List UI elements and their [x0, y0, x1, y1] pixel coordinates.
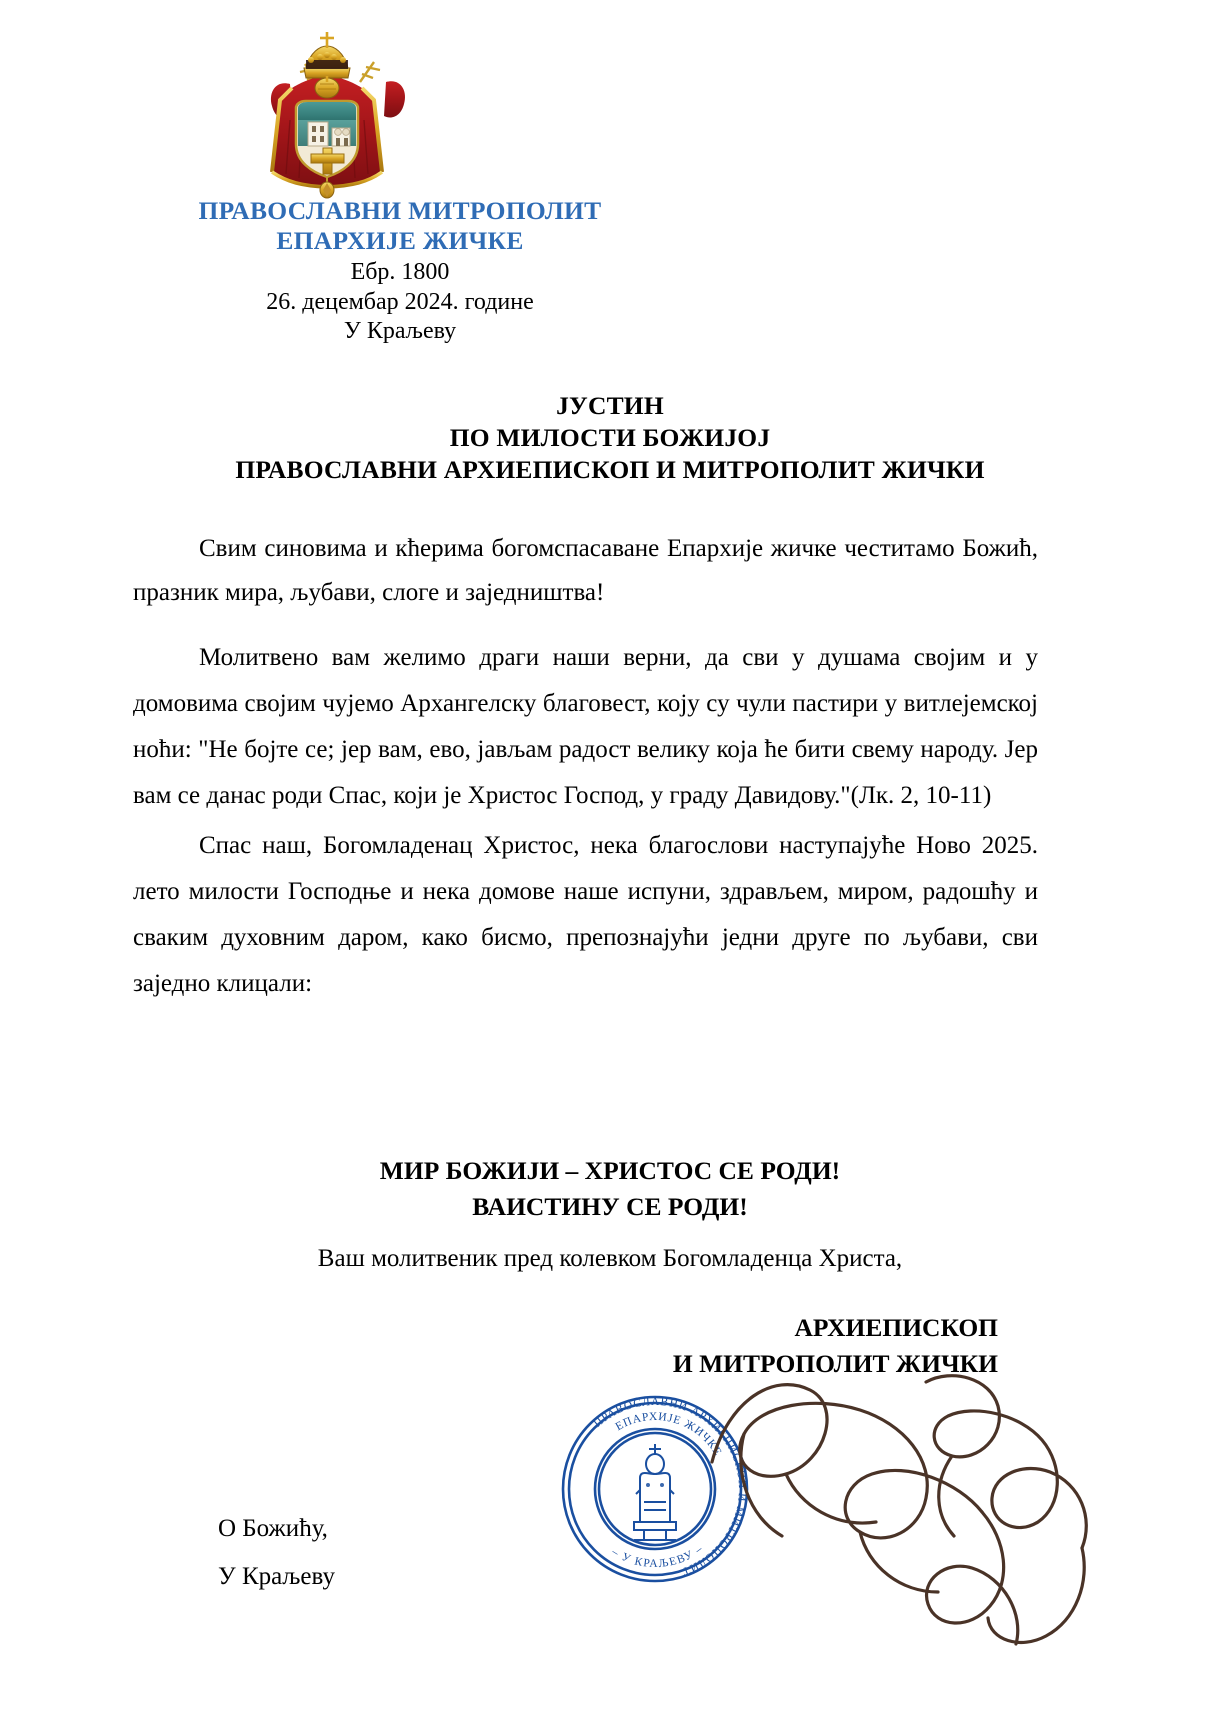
document-place: У Краљеву — [343, 318, 457, 344]
title-byline: ПО МИЛОСТИ БОЖИЈОЈ — [449, 423, 771, 452]
proclamation-line-1: МИР БОЖИЈИ – ХРИСТОС СЕ РОДИ! — [379, 1156, 841, 1185]
svg-text:ПРАВОСЛАВНИ АРХИЕПИСКОП И МИТР: ПРАВОСЛАВНИ АРХИЕПИСКОП И МИТРОПОЛИТ — [591, 1395, 749, 1578]
coat-of-arms-icon — [232, 22, 422, 200]
organization-line-1: ПРАВОСЛАВНИ МИТРОПОЛИТ — [198, 196, 602, 225]
document-number: Ебр. 1800 — [350, 259, 450, 285]
body-text — [133, 527, 1038, 1007]
document-meta — [120, 258, 680, 347]
paragraph-3: Спас наш, Богомладенац Христос, нека благослови наступајуће Ново 2025. лето милости Господње и нека домове наше испуни, здрављем, миром, радошћу и сваким духовним даром, како бисмо, препознајући једни друге по љубави, сви заједно клицали: — [133, 832, 1038, 997]
title-name: ЈУСТИН — [556, 391, 664, 420]
salutation: Ваш молитвеник пред колевком Богомладенца Христа, — [317, 1245, 903, 1272]
signature-title-line-2: И МИТРОПОЛИТ ЖИЧКИ — [672, 1349, 998, 1378]
letterhead — [120, 196, 680, 347]
paragraph-2: Молитвено вам желимо драги наши верни, да сви у душама својим и у домовима својим чујемо Архангелску благовест, коју су чули пастири у витлејемској ноћи: "Не бојте се; јер вам, ево, јављам радост велику која ће бити свему народу. Јер вам се данас роди Спас, који је Христос Господ, у граду Давидову."(Лк. 2, 10-11) — [133, 644, 1038, 809]
paragraph-spacer — [133, 615, 1038, 635]
footer-block — [218, 1505, 335, 1601]
signature-title-line-1: АРХИЕПИСКОП — [794, 1313, 998, 1342]
document-date: 26. децембар 2024. године — [266, 288, 534, 315]
organization-line-2: ЕПАРХИЈЕ ЖИЧКЕ — [276, 226, 524, 255]
proclamation-line-2: ВАИСТИНУ СЕ РОДИ! — [472, 1192, 748, 1221]
svg-text:– У КРАЉЕВУ –: – У КРАЉЕВУ – — [609, 1542, 706, 1571]
footer-place: У Краљеву — [218, 1563, 335, 1590]
svg-text:ЕПАРХИЈЕ ЖИЧКЕ: ЕПАРХИЈЕ ЖИЧКЕ — [613, 1410, 724, 1459]
paragraph-1: Свим синовима и кћерима богомспасаване Епархије жичке честитамо Божић, празник мира, љубави, слоге и заједништва! — [133, 535, 1038, 606]
handwritten-signature-icon — [690, 1352, 1110, 1662]
footer-occasion: О Божићу, — [218, 1515, 328, 1542]
title-block — [110, 390, 1110, 486]
proclamation-block — [110, 1153, 1110, 1225]
title-office: ПРАВОСЛАВНИ АРХИЕПИСКОП И МИТРОПОЛИТ ЖИЧКИ — [235, 455, 985, 484]
